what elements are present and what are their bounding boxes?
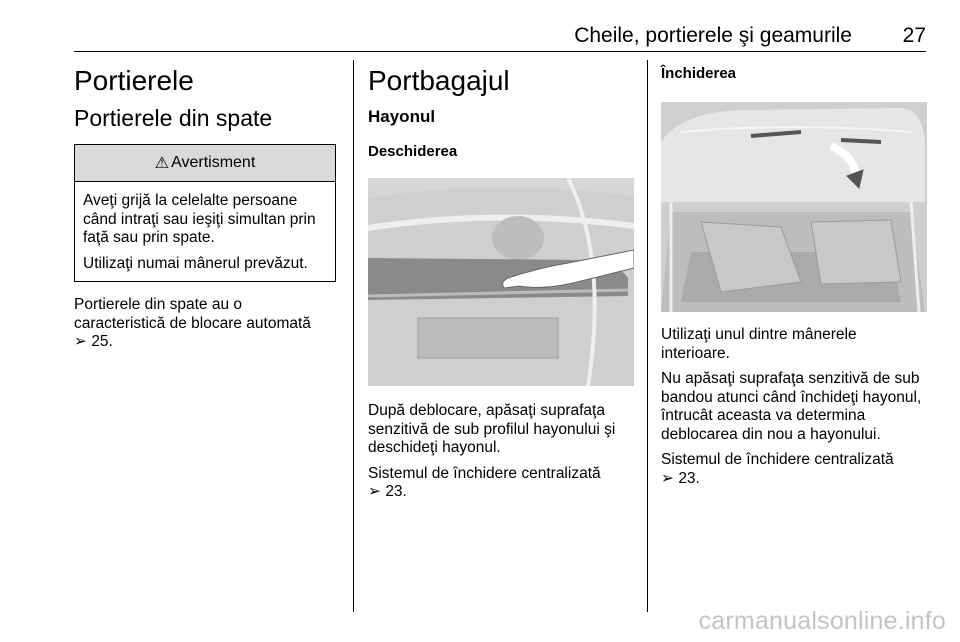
subsection-heading: Portierele din spate: [74, 105, 273, 131]
body-text: După deblocare, apăsaţi suprafaţa senzitivă de sub profilul hayonului şi deschideţi hayonul.: [368, 402, 616, 456]
page-number: 27: [902, 24, 926, 47]
body-text: Portierele din spate au o caracteristică de blocare automată: [74, 296, 311, 332]
column-tailgate-open: [368, 56, 634, 502]
warning-triangle-icon: ⚠: [154, 155, 170, 172]
body-text: Sistemul de închidere centralizată: [368, 464, 601, 482]
header-title: Cheile, portierele şi geamurile: [574, 24, 852, 47]
warning-text: Aveţi grijă la celelalte persoane când intraţi sau ieşiţi simultan prin faţă sau prin spate.: [83, 192, 316, 246]
column-tailgate-close: [661, 56, 929, 488]
column-divider: [353, 60, 354, 612]
section-heading: Închiderea: [661, 65, 737, 82]
warning-title: Avertisment: [171, 154, 256, 171]
page-header: [74, 24, 926, 52]
body-text: Sistemul de închidere centralizată: [661, 451, 894, 468]
body-text: Nu apăsaţi suprafaţa senzitivă de sub bandou atunci când închideţi hayonul, întrucât aceasta va determina deblocarea din nou a hayonului.: [661, 370, 922, 443]
column-doors: [74, 56, 336, 352]
reference-page: 23.: [678, 469, 700, 487]
watermark: carmanualsonline.info: [698, 607, 946, 635]
reference-arrow-icon: ➢: [368, 483, 381, 500]
column-divider: [647, 60, 648, 612]
reference-page: 25.: [91, 333, 113, 350]
reference-page: 23.: [385, 483, 407, 500]
reference-arrow-icon: ➢: [661, 469, 674, 487]
tailgate-close-illustration: [661, 102, 927, 312]
reference-arrow-icon: ➢: [74, 333, 87, 350]
subsubsection-heading: Deschiderea: [368, 143, 458, 160]
section-heading: Portierele: [74, 65, 194, 96]
cross-reference[interactable]: [368, 483, 634, 502]
section-heading: Portbagajul: [368, 65, 510, 96]
cross-reference[interactable]: [661, 470, 929, 489]
warning-body: [75, 182, 335, 281]
warning-text: Utilizaţi numai mânerul prevăzut.: [83, 254, 308, 272]
warning-box: [74, 144, 336, 282]
subsection-heading: Hayonul: [368, 107, 436, 126]
cross-reference[interactable]: [74, 333, 336, 352]
header-rule: [74, 51, 926, 52]
warning-header: [75, 145, 335, 182]
body-text: Utilizaţi unul dintre mânerele interioare.: [661, 326, 857, 362]
tailgate-open-illustration: [368, 178, 634, 386]
